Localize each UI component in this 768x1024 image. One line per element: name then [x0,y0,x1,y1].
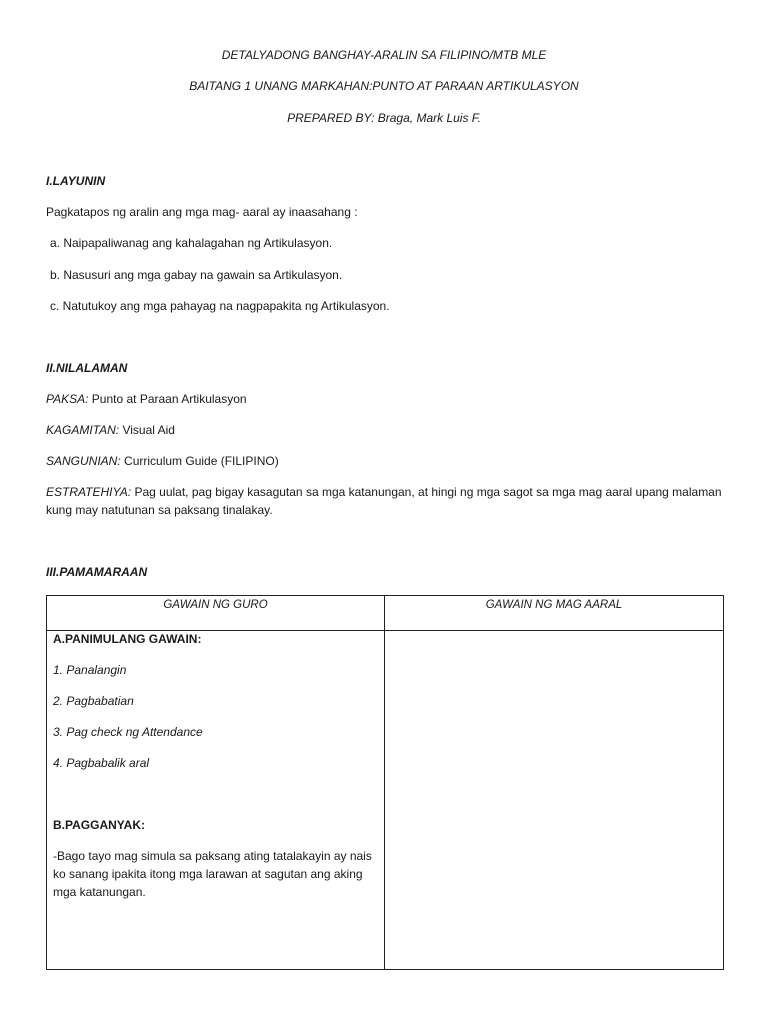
table-header-row [47,596,724,631]
sangunian-value: Curriculum Guide (FILIPINO) [120,454,279,468]
pamamaraan-heading: III.PAMAMARAAN [46,565,148,579]
layunin-item: c. Natutukoy ang mga pahayag na nagpapakita ng Artikulasyon. [50,299,390,313]
document-subtitle: BAITANG 1 UNANG MARKAHAN:PUNTO AT PARAAN ARTIKULASYON [189,79,579,93]
layunin-heading: I.LAYUNIN [46,174,106,188]
nilalaman-heading: II.NILALAMAN [46,361,128,375]
estratehiya-label: ESTRATEHIYA: [46,485,132,499]
paksa-value: Punto at Paraan Artikulasyon [88,392,247,406]
guro-cell [47,631,385,970]
kagamitan-value: Visual Aid [119,423,175,437]
prepared-by: PREPARED BY: Braga, Mark Luis F. [287,111,481,125]
column-header-aaral: GAWAIN NG MAG AARAL [385,596,724,631]
pagganyak-heading: B.PAGGANYAK: [53,818,146,832]
sangunian-label: SANGUNIAN: [46,454,121,468]
column-header-guro: GAWAIN NG GURO [47,596,385,631]
sangunian-line [46,454,279,468]
estratehiya-paragraph [46,483,736,519]
aaral-cell [385,631,724,970]
estratehiya-value: Pag uulat, pag bigay kasagutan sa mga katanungan, at hingi ng mga sagot sa mga mag aaral upang malaman kung may natutunan sa paksang tinalakay. [46,485,722,517]
layunin-item: a. Naipapaliwanag ang kahalagahan ng Artikulasyon. [50,236,333,250]
kagamitan-label: KAGAMITAN: [46,423,120,437]
panimulang-item: 4. Pagbabalik aral [53,756,150,770]
paksa-line [46,392,247,406]
lesson-procedure-table [46,595,724,970]
panimulang-heading: A.PANIMULANG GAWAIN: [53,632,202,646]
kagamitan-line [46,423,175,437]
pagganyak-text: -Bago tayo mag simula sa paksang ating tatalakayin ay nais ko sanang ipakita itong mga larawan at sagutan ang aking mga katanungan. [53,849,372,899]
panimulang-item: 1. Panalangin [53,663,127,677]
layunin-item: b. Nasusuri ang mga gabay na gawain sa Artikulasyon. [50,268,343,282]
layunin-intro: Pagkatapos ng aralin ang mga mag- aaral ay inaasahang : [46,205,358,219]
document-title: DETALYADONG BANGHAY-ARALIN SA FILIPINO/MTB MLE [221,48,547,62]
panimulang-item: 2. Pagbabatian [53,694,134,708]
table-row [47,631,724,970]
paksa-label: PAKSA: [46,392,89,406]
panimulang-item: 3. Pag check ng Attendance [53,725,203,739]
